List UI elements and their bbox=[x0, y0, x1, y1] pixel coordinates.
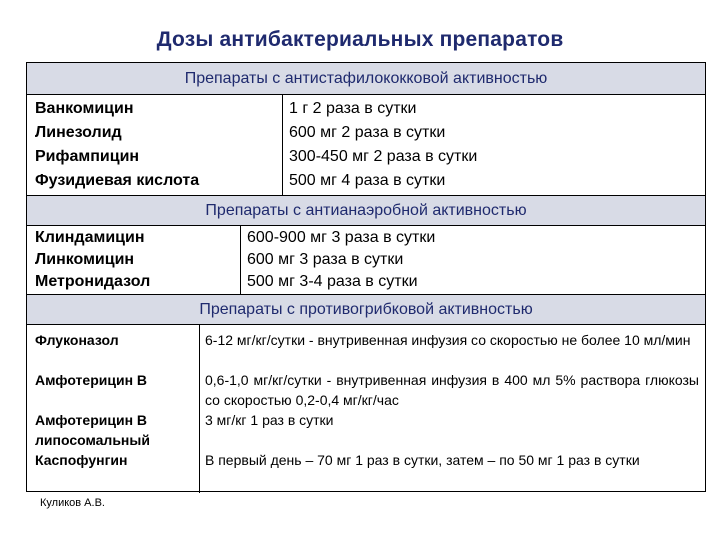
dose-value: 3 мг/кг 1 раз в сутки bbox=[205, 412, 334, 428]
drug-list-antianaerobic bbox=[35, 227, 150, 293]
drug-name: Линкомицин bbox=[35, 251, 135, 268]
drug-name: Каспофунгин bbox=[35, 452, 128, 468]
drug-name: Метронидазол bbox=[35, 273, 151, 290]
section-header-antifungal: Препараты с противогрибковой активностью bbox=[27, 295, 705, 325]
dose-value: 600 мг 2 раза в сутки bbox=[289, 124, 446, 141]
page-title: Дозы антибактериальных препаратов bbox=[156, 28, 564, 51]
dose-value: 0,6-1,0 мг/кг/сутки - внутривенная инфузия в 400 мл 5% раствора глюкозы со скоростью 0,2-0,4 мг/кг/час bbox=[205, 372, 699, 408]
dose-value: 500 мг 3-4 раза в сутки bbox=[247, 273, 418, 290]
drug-name: Линезолид bbox=[35, 124, 122, 141]
dose-list-antistaphylococcal bbox=[289, 97, 477, 193]
column-divider bbox=[199, 325, 200, 493]
drug-name: Амфотерицин В bbox=[35, 372, 148, 388]
column-divider bbox=[240, 226, 241, 294]
dose-value: 6-12 мг/кг/сутки - внутривенная инфузия со скоростью не более 10 мл/мин bbox=[205, 332, 691, 348]
drug-name: Фузидиевая кислота bbox=[35, 172, 200, 189]
dose-list-antifungal bbox=[205, 330, 699, 470]
section-header-antistaphylococcal: Препараты с антистафилококковой активностью bbox=[27, 63, 705, 95]
dosage-table bbox=[26, 62, 706, 492]
dose-value: 300-450 мг 2 раза в сутки bbox=[289, 148, 478, 165]
drug-name: Амфотерицин В липосомальный bbox=[35, 412, 150, 448]
author-credit: Куликов А.В. bbox=[40, 497, 105, 509]
column-divider bbox=[282, 95, 283, 195]
dose-list-antianaerobic bbox=[247, 227, 435, 293]
drug-list-antistaphylococcal bbox=[35, 97, 199, 193]
drug-name: Клиндамицин bbox=[35, 229, 145, 246]
drug-name: Рифампицин bbox=[35, 148, 140, 165]
dose-value: В первый день – 70 мг 1 раз в сутки, затем – по 50 мг 1 раз в сутки bbox=[205, 452, 640, 468]
dose-value: 600-900 мг 3 раза в сутки bbox=[247, 229, 436, 246]
drug-name: Ванкомицин bbox=[35, 100, 134, 117]
section-header-antianaerobic: Препараты с антианаэробной активностью bbox=[27, 196, 705, 226]
dose-value: 1 г 2 раза в сутки bbox=[289, 100, 417, 117]
drug-name: Флуконазол bbox=[35, 332, 119, 348]
dose-value: 500 мг 4 раза в сутки bbox=[289, 172, 446, 189]
dose-value: 600 мг 3 раза в сутки bbox=[247, 251, 404, 268]
drug-list-antifungal bbox=[35, 330, 195, 470]
